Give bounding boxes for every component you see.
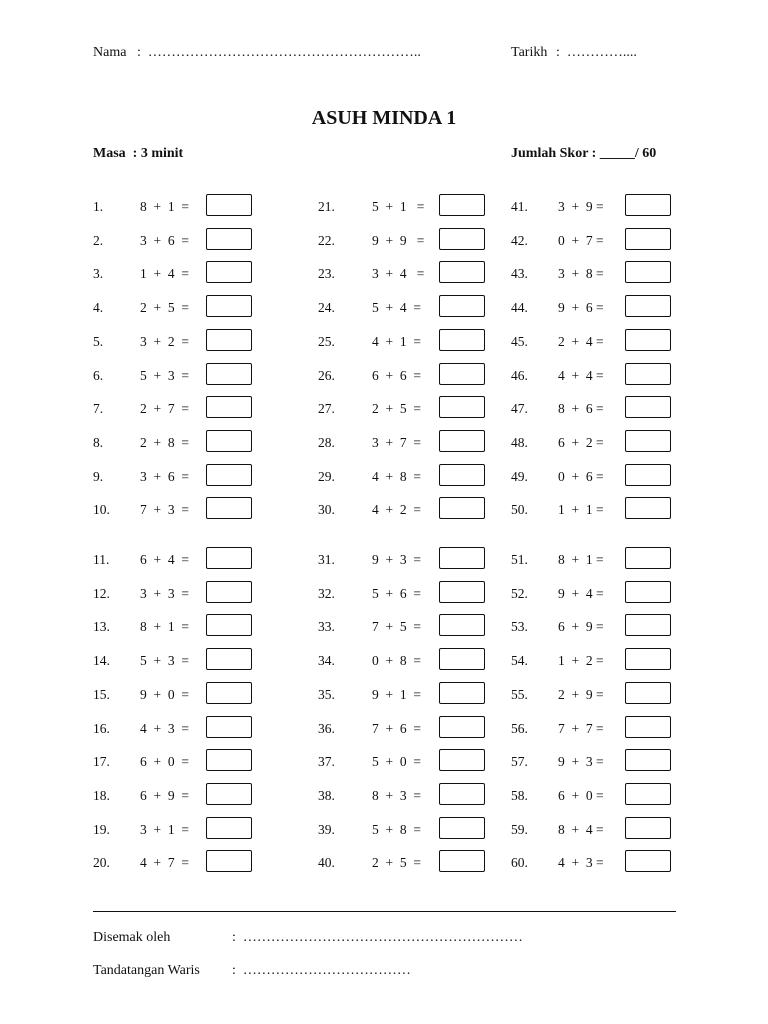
question-number: 17. <box>93 754 110 770</box>
question-number: 37. <box>318 754 335 770</box>
question-number: 32. <box>318 585 335 601</box>
question-expression: 4 + 1 = <box>372 333 421 349</box>
waris-field[interactable]: : ……………………………… <box>232 963 411 978</box>
question-expression: 9 + 3 = <box>558 754 604 770</box>
question-expression: 4 + 4 = <box>558 367 604 383</box>
answer-box[interactable] <box>625 228 671 250</box>
answer-box[interactable] <box>439 817 485 839</box>
question-number: 1. <box>93 199 104 214</box>
question-expression: 5 + 8 = <box>372 821 421 837</box>
question-number: 10. <box>93 502 110 518</box>
question-number: 8. <box>93 434 104 450</box>
answer-box[interactable] <box>206 464 252 486</box>
answer-box[interactable] <box>439 194 485 216</box>
question-expression: 9 + 9 = <box>372 232 425 248</box>
answer-box[interactable] <box>206 716 252 738</box>
waris-label: Tandatangan Waris <box>93 963 200 978</box>
question-expression: 8 + 1 = <box>558 552 604 567</box>
question-number: 60. <box>511 855 528 871</box>
answer-box[interactable] <box>439 614 485 636</box>
question-expression: 8 + 1 = <box>140 199 189 214</box>
question-expression: 4 + 2 = <box>372 502 421 518</box>
answer-box[interactable] <box>625 581 671 603</box>
question-number: 15. <box>93 686 110 702</box>
question-number: 40. <box>318 855 335 871</box>
tarikh-label: Tarikh <box>511 45 548 60</box>
question-number: 28. <box>318 434 335 450</box>
answer-box[interactable] <box>439 581 485 603</box>
question-expression: 5 + 4 = <box>372 300 421 316</box>
question-expression: 6 + 0 = <box>140 754 189 770</box>
question-expression: 8 + 6 = <box>558 401 604 417</box>
question-expression: 4 + 3 = <box>558 855 604 871</box>
question-expression: 0 + 6 = <box>558 468 604 484</box>
question-expression: 1 + 1 = <box>558 502 604 518</box>
question-number: 54. <box>511 653 528 669</box>
answer-box[interactable] <box>625 497 671 519</box>
question-expression: 2 + 7 = <box>140 401 189 417</box>
question-number: 45. <box>511 333 528 349</box>
question-number: 48. <box>511 434 528 450</box>
question-number: 41. <box>511 199 528 214</box>
question-number: 34. <box>318 653 335 669</box>
question-expression: 6 + 6 = <box>372 367 421 383</box>
answer-box[interactable] <box>439 396 485 418</box>
answer-box[interactable] <box>206 497 252 519</box>
question-expression: 3 + 9 = <box>558 199 604 214</box>
question-expression: 9 + 0 = <box>140 686 189 702</box>
answer-box[interactable] <box>625 817 671 839</box>
question-number: 3. <box>93 266 104 282</box>
question-expression: 7 + 5 = <box>372 619 421 635</box>
question-number: 7. <box>93 401 104 417</box>
question-expression: 9 + 3 = <box>372 552 421 567</box>
answer-box[interactable] <box>625 363 671 385</box>
question-number: 56. <box>511 720 528 736</box>
question-expression: 6 + 9 = <box>140 787 189 803</box>
question-expression: 1 + 2 = <box>558 653 604 669</box>
answer-box[interactable] <box>439 295 485 317</box>
question-number: 23. <box>318 266 335 282</box>
question-number: 31. <box>318 552 335 567</box>
question-expression: 5 + 1 = <box>372 199 425 214</box>
question-expression: 6 + 0 = <box>558 787 604 803</box>
answer-box[interactable] <box>439 682 485 704</box>
question-expression: 2 + 8 = <box>140 434 189 450</box>
question-number: 26. <box>318 367 335 383</box>
nama-label: Nama <box>93 45 127 60</box>
question-number: 12. <box>93 585 110 601</box>
answer-box[interactable] <box>206 783 252 805</box>
disemak-label: Disemak oleh <box>93 930 171 945</box>
question-expression: 5 + 6 = <box>372 585 421 601</box>
question-expression: 2 + 5 = <box>140 300 189 316</box>
question-number: 22. <box>318 232 335 248</box>
answer-box[interactable] <box>439 497 485 519</box>
answer-box[interactable] <box>625 850 671 872</box>
answer-box[interactable] <box>625 749 671 771</box>
question-expression: 6 + 2 = <box>558 434 604 450</box>
question-expression: 5 + 3 = <box>140 367 189 383</box>
question-expression: 7 + 7 = <box>558 720 604 736</box>
answer-box[interactable] <box>625 547 671 569</box>
question-number: 33. <box>318 619 335 635</box>
question-expression: 5 + 3 = <box>140 653 189 669</box>
masa-label: Masa : 3 minit <box>93 146 184 161</box>
answer-box[interactable] <box>206 581 252 603</box>
question-number: 21. <box>318 199 335 214</box>
disemak-field[interactable]: : …………………………………………………… <box>232 930 523 945</box>
question-number: 18. <box>93 787 110 803</box>
question-expression: 9 + 1 = <box>372 686 421 702</box>
question-number: 42. <box>511 232 528 248</box>
answer-box[interactable] <box>439 716 485 738</box>
question-number: 25. <box>318 333 335 349</box>
question-number: 38. <box>318 787 335 803</box>
question-expression: 9 + 4 = <box>558 585 604 601</box>
answer-box[interactable] <box>625 261 671 283</box>
question-expression: 3 + 2 = <box>140 333 189 349</box>
answer-box[interactable] <box>439 783 485 805</box>
question-expression: 3 + 7 = <box>372 434 421 450</box>
question-number: 14. <box>93 653 110 669</box>
question-number: 50. <box>511 502 528 518</box>
question-number: 24. <box>318 300 335 316</box>
question-number: 59. <box>511 821 528 837</box>
question-expression: 1 + 4 = <box>140 266 189 282</box>
question-number: 51. <box>511 552 528 567</box>
question-number: 58. <box>511 787 528 803</box>
question-number: 27. <box>318 401 335 417</box>
answer-box[interactable] <box>206 614 252 636</box>
question-expression: 4 + 8 = <box>372 468 421 484</box>
question-expression: 4 + 3 = <box>140 720 189 736</box>
answer-box[interactable] <box>206 363 252 385</box>
divider <box>93 911 676 912</box>
question-expression: 3 + 6 = <box>140 468 189 484</box>
answer-box[interactable] <box>625 648 671 670</box>
answer-box[interactable] <box>625 716 671 738</box>
question-expression: 6 + 9 = <box>558 619 604 635</box>
answer-box[interactable] <box>439 228 485 250</box>
question-number: 9. <box>93 468 104 484</box>
answer-box[interactable] <box>439 850 485 872</box>
answer-box[interactable] <box>439 749 485 771</box>
question-number: 44. <box>511 300 528 316</box>
answer-box[interactable] <box>625 329 671 351</box>
question-expression: 2 + 4 = <box>558 333 604 349</box>
answer-box[interactable] <box>625 295 671 317</box>
answer-box[interactable] <box>625 783 671 805</box>
question-expression: 3 + 4 = <box>372 266 425 282</box>
question-number: 49. <box>511 468 528 484</box>
question-number: 4. <box>93 300 104 316</box>
question-expression: 5 + 0 = <box>372 754 421 770</box>
question-number: 53. <box>511 619 528 635</box>
question-number: 47. <box>511 401 528 417</box>
question-number: 11. <box>93 552 110 567</box>
question-number: 36. <box>318 720 335 736</box>
question-expression: 0 + 7 = <box>558 232 604 248</box>
question-number: 5. <box>93 333 104 349</box>
answer-box[interactable] <box>625 614 671 636</box>
question-expression: 3 + 1 = <box>140 821 189 837</box>
answer-box[interactable] <box>206 194 252 216</box>
question-number: 43. <box>511 266 528 282</box>
answer-box[interactable] <box>206 261 252 283</box>
answer-box[interactable] <box>625 430 671 452</box>
question-number: 39. <box>318 821 335 837</box>
question-expression: 8 + 4 = <box>558 821 604 837</box>
question-expression: 9 + 6 = <box>558 300 604 316</box>
question-number: 16. <box>93 720 110 736</box>
question-number: 6. <box>93 367 104 383</box>
question-number: 57. <box>511 754 528 770</box>
question-number: 46. <box>511 367 528 383</box>
question-number: 29. <box>318 468 335 484</box>
question-expression: 6 + 4 = <box>140 552 189 567</box>
answer-box[interactable] <box>206 682 252 704</box>
tarikh-field[interactable]: : ………….... <box>556 45 637 60</box>
answer-box[interactable] <box>625 396 671 418</box>
question-number: 35. <box>318 686 335 702</box>
answer-box[interactable] <box>625 682 671 704</box>
question-expression: 8 + 1 = <box>140 619 189 635</box>
question-number: 2. <box>93 232 104 248</box>
answer-box[interactable] <box>439 261 485 283</box>
answer-box[interactable] <box>625 194 671 216</box>
question-number: 30. <box>318 502 335 518</box>
answer-box[interactable] <box>206 850 252 872</box>
answer-box[interactable] <box>206 817 252 839</box>
question-expression: 7 + 3 = <box>140 502 189 518</box>
question-number: 55. <box>511 686 528 702</box>
answer-box[interactable] <box>206 648 252 670</box>
question-expression: 2 + 5 = <box>372 401 421 417</box>
answer-box[interactable] <box>206 295 252 317</box>
answer-box[interactable] <box>625 464 671 486</box>
question-number: 19. <box>93 821 110 837</box>
answer-box[interactable] <box>439 329 485 351</box>
question-expression: 3 + 8 = <box>558 266 604 282</box>
answer-box[interactable] <box>439 547 485 569</box>
answer-box[interactable] <box>206 430 252 452</box>
question-number: 20. <box>93 855 110 871</box>
question-number: 52. <box>511 585 528 601</box>
question-expression: 3 + 6 = <box>140 232 189 248</box>
answer-box[interactable] <box>206 396 252 418</box>
answer-box[interactable] <box>439 430 485 452</box>
answer-box[interactable] <box>439 363 485 385</box>
question-expression: 8 + 3 = <box>372 787 421 803</box>
page-title: ASUH MINDA 1 <box>311 107 457 129</box>
answer-box[interactable] <box>206 329 252 351</box>
answer-box[interactable] <box>206 547 252 569</box>
question-number: 13. <box>93 619 110 635</box>
question-expression: 2 + 9 = <box>558 686 604 702</box>
answer-box[interactable] <box>206 749 252 771</box>
jumlah-skor-label: Jumlah Skor : _____/ 60 <box>511 146 657 161</box>
answer-box[interactable] <box>439 464 485 486</box>
question-expression: 0 + 8 = <box>372 653 421 669</box>
answer-box[interactable] <box>206 228 252 250</box>
question-expression: 2 + 5 = <box>372 855 421 871</box>
nama-field[interactable]: : ………………………………………………….. <box>137 45 421 60</box>
question-expression: 7 + 6 = <box>372 720 421 736</box>
question-expression: 4 + 7 = <box>140 855 189 871</box>
question-expression: 3 + 3 = <box>140 585 189 601</box>
answer-box[interactable] <box>439 648 485 670</box>
